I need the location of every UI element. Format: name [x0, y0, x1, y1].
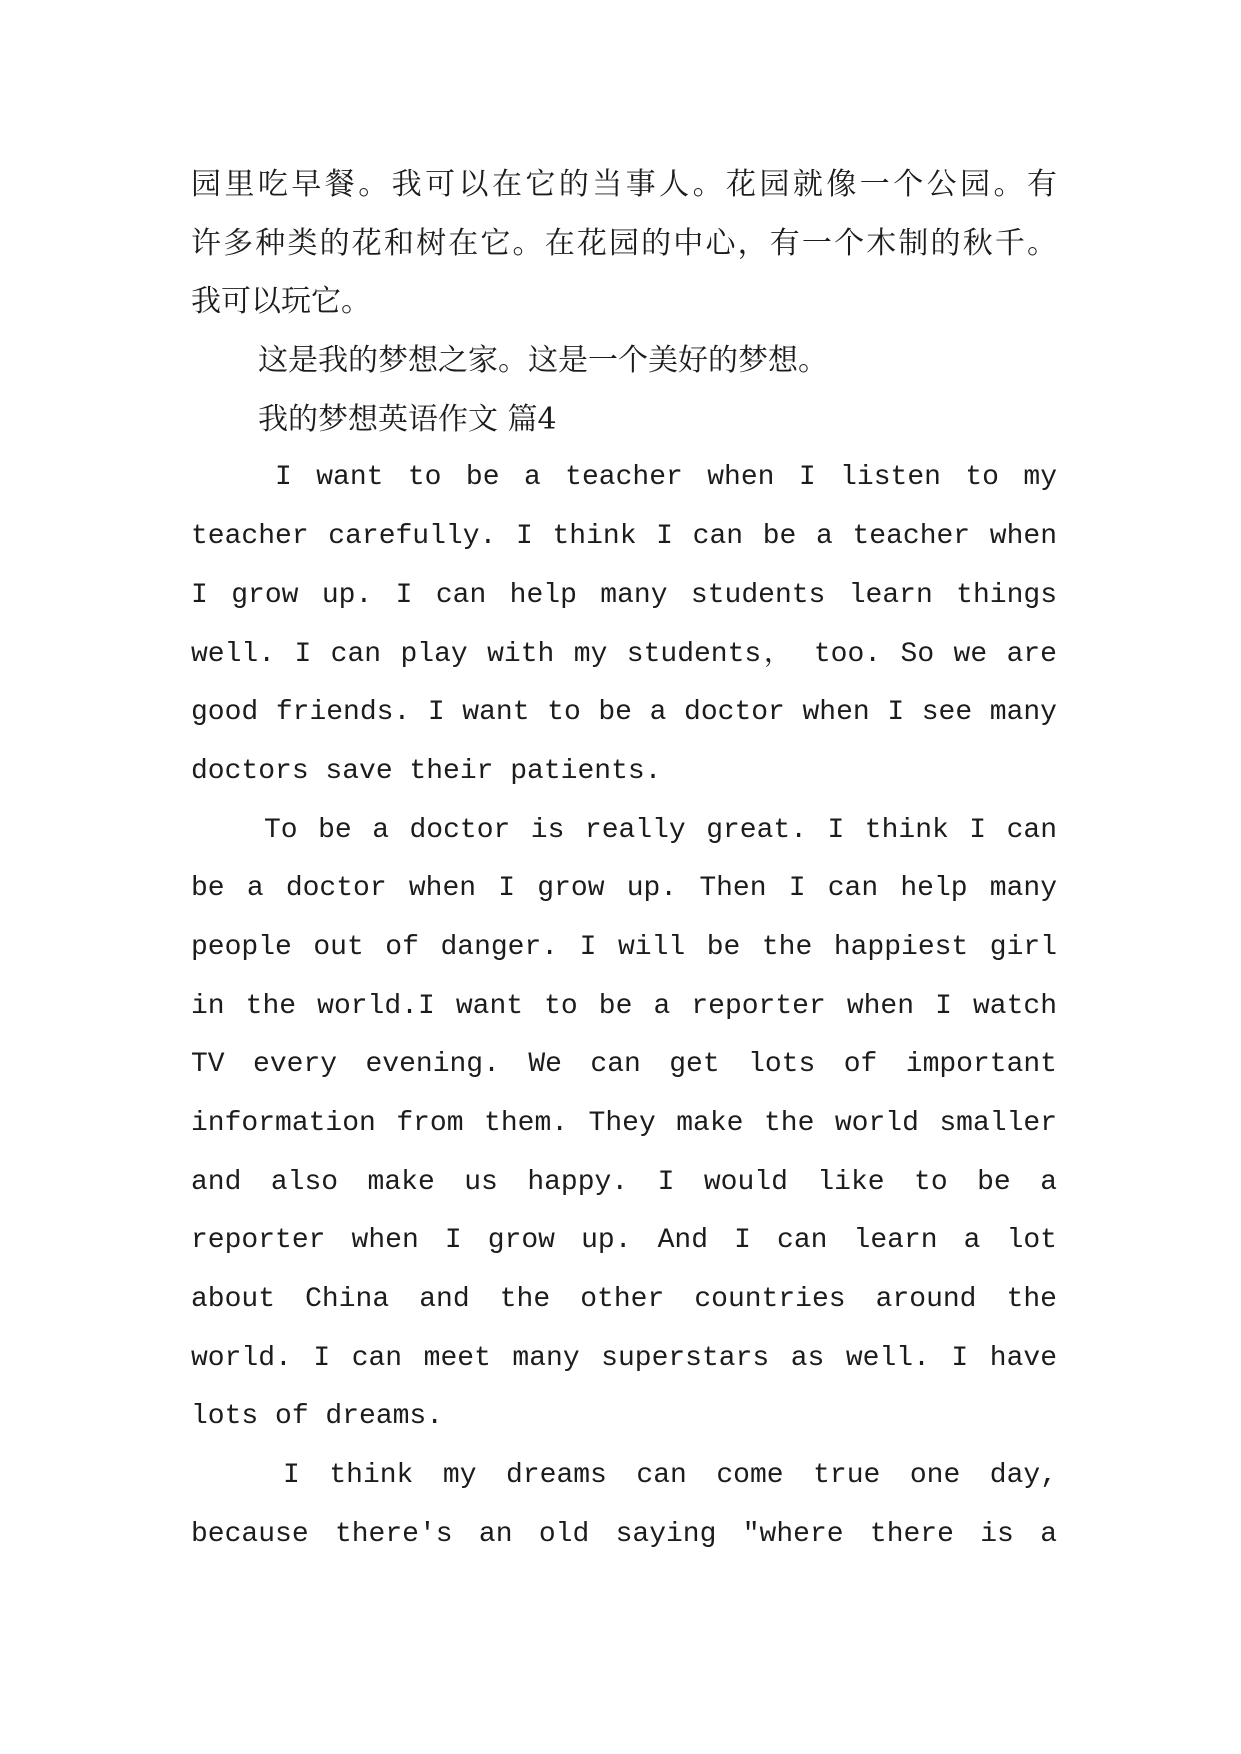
paragraph: [191, 1447, 1057, 1564]
text-line: doctors save their patients.: [191, 755, 662, 787]
text-line: I grow up. I can help many students learn things: [191, 579, 1057, 611]
text-line: and also make us happy. I would like to be a: [191, 1166, 1057, 1198]
text-line: reporter when I grow up. And I can learn a lot: [191, 1225, 1057, 1257]
text-line: world. I can meet many superstars as well. I have: [191, 1342, 1057, 1374]
text-line: 我可以玩它。: [191, 284, 371, 320]
text-line: well. I can play with my students， too. So we are: [191, 638, 1057, 670]
text-line: in the world.I want to be a reporter when I watch: [191, 990, 1057, 1022]
text-line: TV every evening. We can get lots of important: [191, 1049, 1057, 1081]
paragraph: [191, 449, 1057, 801]
paragraph: [191, 156, 1057, 332]
text-line: 这是我的梦想之家。这是一个美好的梦想。: [258, 343, 828, 379]
text-line: about China and the other countries around the: [191, 1284, 1057, 1316]
text-line: teacher carefully. I think I can be a teacher when: [191, 521, 1057, 553]
text-line: I think my dreams can come true one day,: [283, 1460, 1057, 1492]
text-line: people out of danger. I will be the happiest girl: [191, 931, 1057, 963]
document-body: [191, 156, 1057, 1565]
text-line: be a doctor when I grow up. Then I can help many: [191, 873, 1057, 905]
text-line: To be a doctor is really great. I think I can: [264, 814, 1057, 846]
text-line: information from them. They make the world smaller: [191, 1108, 1057, 1139]
paragraph: [191, 332, 1057, 391]
text-line: because there's an old saying "where there is a: [191, 1518, 1057, 1550]
section-heading: 我的梦想英语作文 篇4: [258, 401, 557, 437]
text-line: 许多种类的花和树在它。在花园的中心，有一个木制的秋千。: [191, 225, 1057, 261]
text-line: I want to be a teacher when I listen to my: [275, 462, 1057, 494]
text-line: lots of dreams.: [191, 1401, 444, 1433]
text-line: good friends. I want to be a doctor when I see many: [191, 697, 1057, 729]
paragraph: [191, 802, 1057, 1448]
text-line: 园里吃早餐。我可以在它的当事人。花园就像一个公园。有: [191, 167, 1057, 202]
